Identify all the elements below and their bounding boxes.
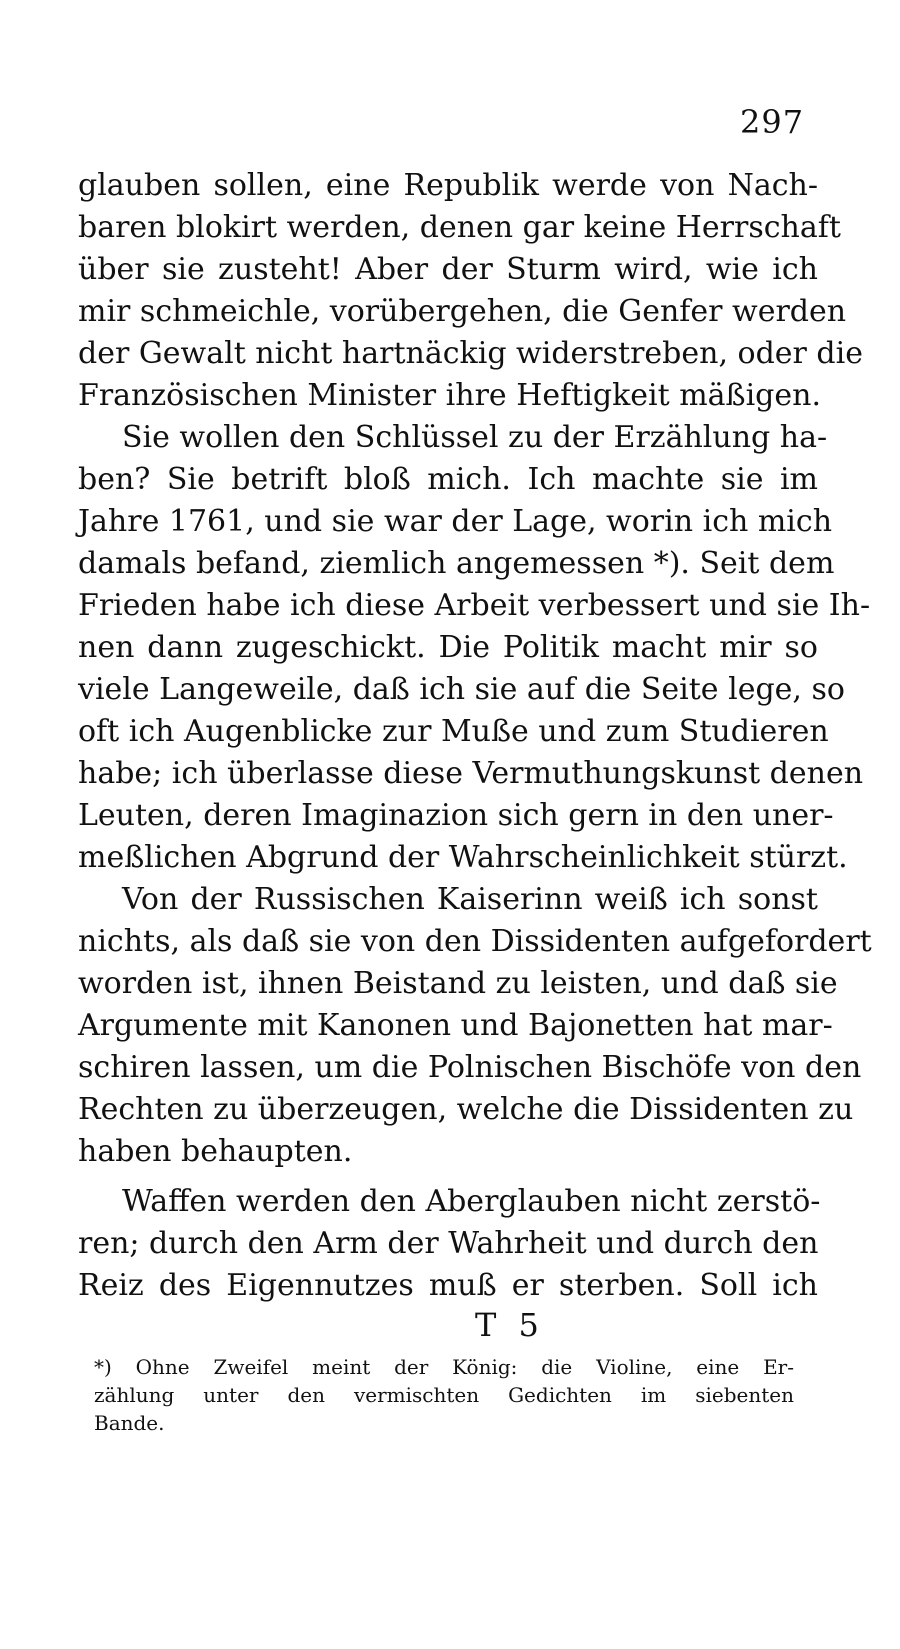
text-line: der Gewalt nicht hartnäckig widerstreben, oder die (78, 336, 863, 371)
text-line: baren blokirt werden, denen gar keine Herrschaft (78, 210, 841, 245)
signature-mark: T 5 (475, 1306, 545, 1344)
footnote-line: zählung unter den vermischten Gedichten im siebenten (94, 1383, 794, 1407)
text-line: damals befand, ziemlich angemessen *). Seit dem (78, 546, 835, 581)
text-line: Französischen Minister ihre Heftigkeit mäßigen. (78, 378, 821, 413)
text-line: Leuten, deren Imaginazion sich gern in den uner- (78, 798, 834, 833)
text-line: Reiz des Eigennutzes muß er sterben. Soll ich (78, 1268, 818, 1303)
text-line: worden ist, ihnen Beistand zu leisten, und daß sie (78, 966, 838, 1001)
text-line: Frieden habe ich diese Arbeit verbessert und sie Ih- (78, 588, 871, 623)
text-line: nen dann zugeschickt. Die Politik macht mir so (78, 630, 818, 665)
text-line: habe; ich überlasse diese Vermuthungskunst denen (78, 756, 864, 791)
text-line: Jahre 1761, und sie war der Lage, worin ich mich (78, 504, 833, 539)
text-line: glauben sollen, eine Republik werde von Nach- (78, 168, 818, 203)
paragraph-first-line: Sie wollen den Schlüssel zu der Erzählung ha- (122, 420, 828, 455)
footnote-line: Bande. (94, 1411, 165, 1435)
text-line: nichts, als daß sie von den Dissidenten aufgefordert (78, 924, 872, 959)
text-line: mir schmeichle, vorübergehen, die Genfer werden (78, 294, 847, 329)
text-line: über sie zusteht! Aber der Sturm wird, wie ich (78, 252, 818, 287)
page-number: 297 (740, 103, 805, 141)
footnote-line: *) Ohne Zweifel meint der König: die Violine, eine Er- (94, 1355, 794, 1379)
text-line: Argumente mit Kanonen und Bajonetten hat mar- (78, 1008, 833, 1043)
text-line: Rechten zu überzeugen, welche die Dissidenten zu (78, 1092, 854, 1127)
text-line: haben behaupten. (78, 1134, 353, 1169)
text-line: oft ich Augenblicke zur Muße und zum Studieren (78, 714, 829, 749)
text-line: ben? Sie betrift bloß mich. Ich machte sie im (78, 462, 818, 497)
text-line: meßlichen Abgrund der Wahrscheinlichkeit stürzt. (78, 840, 848, 875)
paragraph-first-line: Waffen werden den Aberglauben nicht zerstö- (122, 1184, 821, 1219)
paragraph-first-line: Von der Russischen Kaiserinn weiß ich sonst (122, 882, 818, 917)
text-line: viele Langeweile, daß ich sie auf die Seite lege, so (78, 672, 845, 707)
text-line: ren; durch den Arm der Wahrheit und durch den (78, 1226, 819, 1261)
text-line: schiren lassen, um die Polnischen Bischöfe von den (78, 1050, 862, 1085)
